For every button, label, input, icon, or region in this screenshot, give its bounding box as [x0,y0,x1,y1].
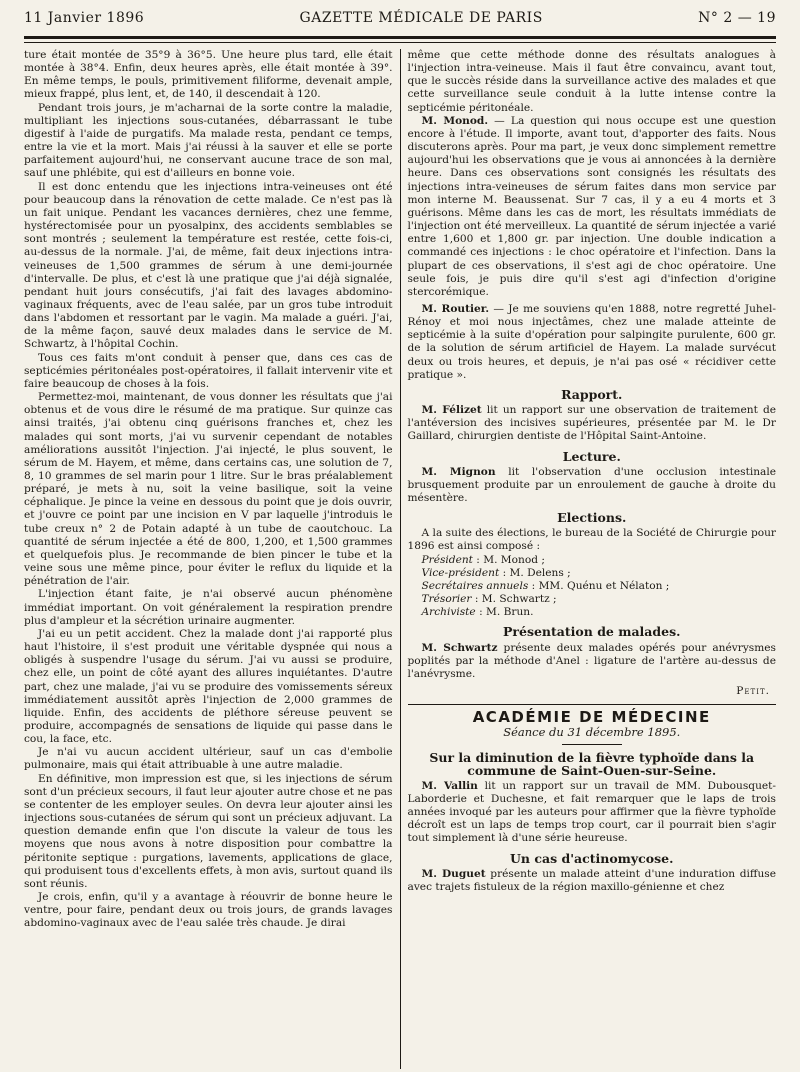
section-heading-rapport: Rapport. [561,386,623,402]
paragraph: ture était montée de 35°9 à 36°5. Une heure plus tard, elle était montée à 38°4. Enfin, deux heures après, elle était montée à 39°. En même temps, le pouls, primitivement filiforme, devenait ample, mieux frappé, plus lent, et, de 140, il descendait à 120. [24,49,393,101]
journal-title: GAZETTE MÉDICALE DE PARIS [299,10,543,26]
officer-line: Trésorier : M. Schwartz ; [421,593,557,606]
section-heading-typhoide: Sur la diminution de la fièvre typhoïde dans la commune de Saint-Ouen-sur-Seine. [429,749,755,778]
speech-text: — Je me souviens qu'en 1888, notre regretté Juhel-Rénoy et moi nous injectâmes, chez une malade atteinte de septicémie à la suite d'opération pour salpingite purulente, 600 gr. de la solution de sérum artificiel de Hayem. La malade survécut deux ou trois heures, et depuis, je n'ai pas osé « récidiver cette pratique ». [407,302,776,381]
issue-date: 11 Janvier 1896 [24,10,145,26]
speech-text: — La question qui nous occupe est une question encore à l'étude. Il importe, avant tout, d'apporter des faits. Nous discuterons après. Pour ma part, je veux donc simplement remettre aujourd'hui les observations que je vous ai annoncées à la dernière heure. Dans ces observations sont consignés les résultats des injections intra-veineuses de sérum faites dans mon service par mon interne M. Beaussenat. Sur 7 cas, il y a eu 4 morts et 3 guérisons. Même dans les cas de mort, les résultats immédiats de l'injection ont été merveilleux. La quantité de sérum injectée a varié entre 1,600 et 1,800 gr. par injection. Une double indication a commandé ces injections : le choc opératoire et l'infection. Dans la plupart de ces observations, il s'est agi de choc opératoire. Une seule fois, je puis dire qu'il s'est agi d'infection d'origine stercorémique. [407,114,776,298]
paragraph: Pendant trois jours, je m'acharnai de la sorte contre la maladie, multipliant les injections sous-cutanées, débarrassant le tube digestif à l'aide de purgatifs. Ma malade resta, pendant ce temps, entre la vie et la mort. Mais j'ai réussi à la sauver et elle se porte parfaitement aujourd'hui, ne conservant aucune trace de son mal, sauf une phlébite, qui est d'ailleurs en bonne voie. [24,101,393,180]
paragraph-elections: A la suite des élections, le bureau de la Société de Chirurgie pour 1896 est ainsi composé : [407,527,776,553]
paragraph: L'injection étant faite, je n'ai observé aucun phénomène immédiat important. On voit généralement la respiration prendre plus d'ampleur et la sécrétion urinaire augmenter. [24,588,393,627]
right-column [401,49,777,1069]
paragraph: Permettez-moi, maintenant, de vous donner les résultats que j'ai obtenus et de vous dire le résumé de ma pratique. Sur quinze cas ainsi traités, j'ai obtenu cinq guérisons franches et, chez les malades qui sont morts, j'ai vu survenir cependant de notables améliorations aussitôt l'injection. J'ai injecté, le plus souvent, le sérum de M. Hayem, et même, dans certains cas, une solution de 7, 8, 10 grammes de sel marin pour 1 litre. Sur le bras préalablement préparé, je mets à nu, soit la veine basilique, soit la veine céphalique. Je pince la veine en dessous du point que je dois ouvrir, et j'ouvre ce point par une incision en V par laquelle j'introduis le tube creux n° 2 de Potain adapté à un tube de caoutchouc. La quantité de sérum injectée a été de 800, 1,200, et 1,500 grammes et quelquefois plus. Je recommande de bien pincer le tube et la veine sous une même pince, pour éviter le reflux du liquide et la pénétration de l'air. [24,391,393,588]
speaker-name: M. Félizet [421,404,482,417]
speaker-name: M. Duguet [421,867,486,880]
officer-line: Archiviste : M. Brun. [421,606,534,619]
short-rule [562,744,622,745]
left-column [24,49,400,1069]
paragraph: Je n'ai vu aucun accident ultérieur, sauf un cas d'embolie pulmonaire, mais qui était attribuable à une autre maladie. [24,746,393,772]
academy-heading: ACADÉMIE DE MÉDECINE [472,708,711,727]
header-rule-thick [24,36,776,39]
issue-number: N° 2 — 19 [698,10,776,26]
speech-text: présente deux malades opérés pour anévrysmes poplités par la méthode d'Anel : ligature de l'artère au-dessus de l'anévrysme. [407,641,776,680]
paragraph-schwartz [408,642,777,681]
speaker-name: M. Schwartz [421,641,498,654]
section-rule [408,704,777,705]
speaker-name: M. Routier. [421,302,490,315]
paragraph-duguet [408,868,777,894]
signature: Petit. [736,685,770,698]
speech-text: lit un rapport sur une observation de traitement de l'antéversion des incisives supérieures, présentée par M. le Dr Gaillard, chirurgien dentiste de l'Hôpital Saint-Antoine. [407,404,776,443]
paragraph: Je crois, enfin, qu'il y a avantage à réouvrir de bonne heure le ventre, pour faire, pendant deux ou trois jours, de grands lavages abdomino-vaginaux avec de l'eau salée très chaude. Je dirai [24,891,393,930]
section-heading-elections: Elections. [557,510,627,526]
officer-line: Secrétaires annuels : MM. Quénu et Nélaton ; [421,579,670,592]
officer-line: Vice-président : M. Delens ; [421,566,571,579]
paragraph: Il est donc entendu que les injections intra-veineuses ont été pour beaucoup dans la rénovation de cette malade. Ce n'est pas là un fait unique. Pendant les vacances dernières, chez une femme, hystérectomisée pour un pyosalpinx, des accidents semblables se sont montrés ; seulement la température est restée, cette fois-ci, au-dessus de la normale. J'ai, de même, fait deux injections intra-veineuses de 1,500 grammes de sérum à une demi-journée d'intervalle. De plus, et c'est là une pratique que j'ai déjà signalée, pendant huit jours consécutifs, j'ai fait des lavages abdomino-vaginaux fréquents, avec de l'eau salée, par un gros tube introduit dans l'abdomen et ressortant par le vagin. Ma malade a guéri. J'ai, de la même façon, sauvé deux malades dans le service de M. Schwartz, à l'hôpital Cochin. [24,180,393,351]
paragraph: Tous ces faits m'ont conduit à penser que, dans ces cas de septicémies péritonéales post-opératoires, il fallait intervenir vite et faire beaucoup de choses à la fois. [24,351,393,390]
two-column-body [24,49,776,1069]
officer-line: Président : M. Monod ; [421,553,545,566]
paragraph: même que cette méthode donne des résultats analogues à l'injection intra-veineuse. Mais il faut être convaincu, avant tout, que le succès réside dans la surveillance active des malades et que cette surveillance seule conduit à la lutte intense contre la septicémie péritonéale. [407,49,776,114]
speech-text: lit un rapport sur un travail de MM. Dubousquet-Laborderie et Duchesne, et fait remarquer que le laps de trois années invoqué par les auteurs pour affirmer que la fièvre typhoïde décroît est un laps de temps trop court, car il pourrait bien s'agir tout simplement là d'une série heureuse. [407,779,776,845]
paragraph-routier [408,303,777,382]
speech-text: présente un malade atteint d'une induration diffuse avec trajets fistuleux de la région maxillo-génienne et chez [407,867,776,893]
paragraph: J'ai eu un petit accident. Chez la malade dont j'ai rapporté plus haut l'histoire, il s'est produit une véritable dyspnée qui nous a obligés à suspendre l'usage du sérum. J'ai vu aussi se produire, chez elle, un point de côté ayant des allures inquiétantes. D'autre part, chez une malade, j'ai vu se produire des vomissements séreux immédiatement aussitôt après l'injection de 2,000 grammes de liquide. Enfin, des accidents de pléthore séreuse peuvent se produire, accompagnés de sensations de liquide qui passe dans le cou, la face, etc. [24,627,393,746]
speaker-name: M. Monod. [421,114,489,127]
paragraph-monod [408,115,777,299]
paragraph-felizet [408,404,777,443]
section-heading-actinomycose: Un cas d'actinomycose. [510,850,674,866]
running-header [24,10,776,32]
speaker-name: M. Mignon [421,465,496,478]
section-heading-lecture: Lecture. [562,448,621,464]
paragraph: En définitive, mon impression est que, si les injections de sérum sont d'un précieux secours, il faut leur ajouter autre chose et ne pas se contenter de les employer seules. On devra leur ajouter ainsi les injections sous-cutanées de sérum qui sont un précieux adjuvant. La question demande enfin que l'on discute la valeur de tous les moyens que nous avons à notre disposition pour combattre la péritonite septique : purgations, lavements, applications de glace, qui produisent tous d'excellents effets, à mon avis, surtout quand ils sont réunis. [24,772,393,890]
section-heading-presentation: Présentation de malades. [503,624,681,640]
paragraph-vallin [408,780,777,846]
speaker-name: M. Vallin [421,779,478,792]
paragraph-mignon [408,466,777,505]
seance-date: Séance du 31 décembre 1895. [503,725,681,740]
speech-text: lit l'observation d'une occlusion intestinale brusquement produite par un enroulement de gauche à droite du mésentère. [407,465,776,504]
header-rule-thin [24,42,776,43]
